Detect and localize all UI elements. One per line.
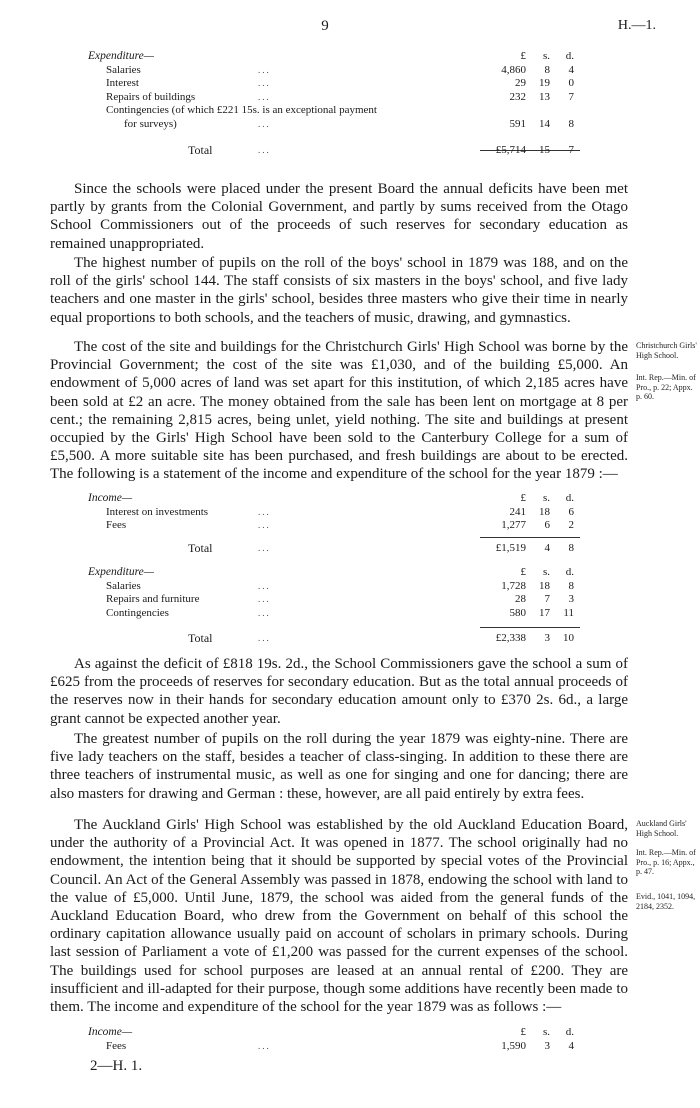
christchurch-income-table: Income— £ s. d. Interest on investments ... 241 18 6 Fees ... 1,277 6 2 Total ... £1,519 4 8	[88, 492, 580, 556]
expenditure-heading: Expenditure—	[88, 50, 155, 62]
document-reference: H.—1.	[617, 18, 656, 33]
table-row: for surveys) ... 591 14 8	[124, 117, 574, 130]
page-header	[0, 18, 700, 40]
table-row: Repairs of buildings ... 232 13 7	[106, 90, 574, 103]
table-row: Repairs and furniture ... 28 7 3	[106, 593, 574, 605]
paragraph-deficits: Since the schools were placed under the present Board the annual deficits have been met partly by grants from the Colonial Government, and partly by sums received from the Otago School Commissioners out of the proceeds of such reserves for secondary education as remained unappropriated.	[50, 181, 628, 252]
paragraph-deficit-grant: As against the deficit of £818 19s. 2d., the School Commissioners gave the school a sum of £625 from the proceeds of reserves for secondary education. But as the total annual proceeds of the reserves now in their hands for secondary education amount only to £370 2s. 6d., a large grant cannot be expected another year.	[50, 656, 628, 727]
footer-signature: 2—H. 1.	[90, 1058, 143, 1074]
margin-note-christchurch: Christchurch Girls' High School.	[636, 341, 697, 360]
christchurch-expenditure-table: Expenditure— £ s. d. Salaries ... 1,728 18 8 Repairs and furniture ... 28 7 3 Contingencies ... 580 17 11 Total ... £2,338 3 10	[88, 566, 580, 645]
paragraph-christchurch: The cost of the site and buildings for the Christchurch Girls' High School was borne by the Provincial Government; the cost of the site was £1,030, and of the building £5,000. An endowment of 5,000 acres of land was set apart for this institution, of which 2,185 acres have been sold at £2 an acre. The money obtained from the sale has been lent on mortgage at 8 per cent.; the remaining 2,815 acres, being unlet, yield nothing. The site and buildings at present occupied by the Girls' High School have been sold to the Canterbury College for a sum of £5,500. A more suitable site has been purchased, and fresh buildings are about to be erected. The following is a statement of the income and expenditure of the school for the year 1879 :—	[50, 339, 628, 483]
table-row: Contingencies (of which £221 15s. is an exceptional payment	[106, 104, 377, 116]
table-row: Interest ... 29 19 0	[106, 77, 574, 89]
total-row: Total ... £5,714 15 7	[188, 142, 574, 157]
total-row: Total ... £2,338 3 10	[188, 630, 574, 645]
otago-expenditure-table: Expenditure— £ s. d. Salaries ... 4,860 8 4 Interest ... 29 19 0 Repairs of buildings ... 232 13 7 Contingencies (of which £221 15s. is an exceptional payment for surveys) ... 591 14 8 Total ... £5,714 15 7	[88, 50, 580, 157]
total-row: Total ... £1,519 4 8	[188, 541, 574, 555]
table-row: Interest on investments ... 241 18 6	[106, 505, 574, 518]
paragraph-auckland: The Auckland Girls' High School was established by the old Auckland Education Board, under the authority of a Provincial Act. It was opened in 1877. The school originally had no endowment, the intention being that it should be supported by special votes of the Provincial Council. An Act of the General Assembly was passed in 1878, endowing the school with land to the value of £5,000. Until June, 1879, the school was aided from the general funds of the Auckland Education Board, who drew from the Government on behalf of this school the ordinary capitation allowance usually paid on account of scholars in primary schools. During last session of Parliament a vote of £1,200 was passed for the current expenses of the school. The buildings used for school purposes are leased at an annual rental of £200. They are insufficient and ill-adapted for their purpose, though some additions have recently been made to them. The income and expenditure of the school for the year 1879 was as follows :—	[50, 817, 628, 1016]
total-rule	[480, 627, 580, 628]
table-row: Salaries ... 1,728 18 8	[106, 579, 574, 592]
table-row: Contingencies ... 580 17 11	[106, 606, 574, 619]
table-row: Fees ... 1,590 3 4	[106, 1039, 574, 1052]
margin-note-auckland: Auckland Girls' High School.	[636, 819, 687, 838]
margin-note-reference: Int. Rep.—Min. of Pro., p. 22; Appx. p. 60.	[636, 373, 696, 401]
table-row: Fees ... 1,277 6 2	[106, 519, 574, 531]
table-row: Salaries ... 4,860 8 4	[106, 63, 574, 76]
margin-note-evidence: Evid., 1041, 1094, 2184, 2352.	[636, 892, 696, 911]
paragraph-pupils: The highest number of pupils on the roll of the boys' school in 1879 was 188, and on the roll of the girls' school 144. The staff consists of six masters in the boys' school, and five lady teachers and one master in the girls' school, besides three masters who give their time in nearly equal proportions to both schools, and the teachers of music, drawing, and gymnastics.	[50, 255, 628, 326]
total-rule	[480, 537, 580, 538]
page-number: 9	[321, 18, 329, 34]
paragraph-staff: The greatest number of pupils on the roll during the year 1879 was eighty-nine. There are five lady teachers on the staff, besides a teacher of class-singing. In addition to these there are three teachers of instrumental music, as well as one for singing and one for dancing; there are also masters for drawing and German : these, however, are all paid entirely by extra fees.	[50, 731, 628, 802]
auckland-income-table: Income— £ s. d. Fees ... 1,590 3 4	[88, 1026, 580, 1053]
margin-note-reference: Int. Rep.—Min. of Pro., p. 16; Appx., p. 47.	[636, 848, 696, 876]
